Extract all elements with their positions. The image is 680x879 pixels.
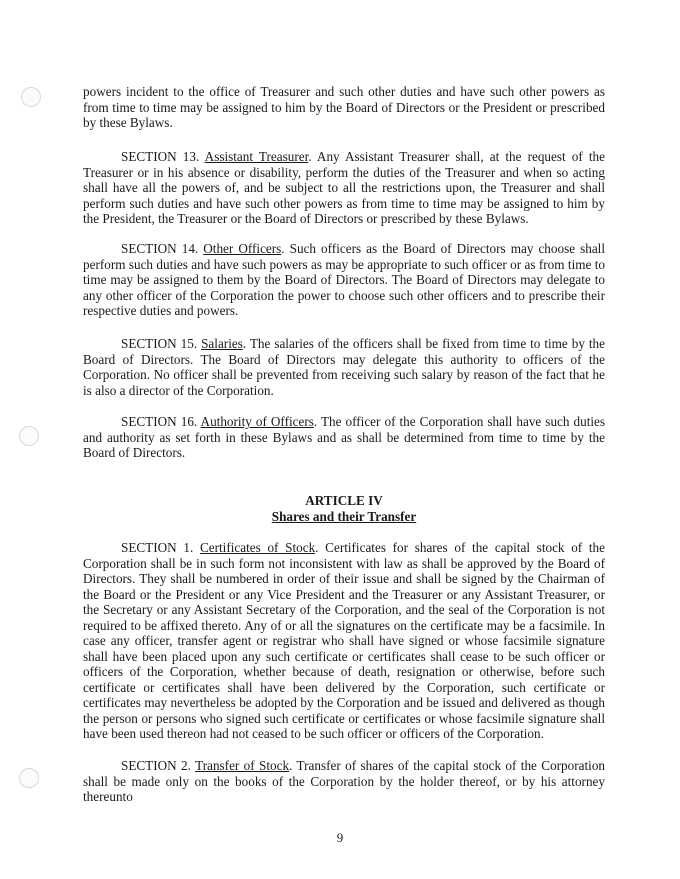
section-text: Such officers as the Board of Directors may choose shall perform such duties and have such powers as may be appropriate to such officer or as from time to time may be assigned to them by the Board of Directors. The Board of Directors may delegate to any other officer of the Corporation the power to choose such other officers and to prescribe their respective duties and powers.	[83, 241, 606, 318]
section-text: The officer of the Corporation shall have such duties and authority as set forth in these Bylaws and as shall be determined from time to time by the Board of Directors.	[83, 414, 606, 460]
article-section-1: SECTION 1. Certificates of Stock. Certificates for shares of the capital stock of the Corporation shall be in such form not inconsistent with law as shall be approved by the Board of Directors. They shall be numbered in order of their issue and shall be signed by the Chairman of the Board or the President or any Vice President and the Treasurer or any Assistant Treasurer, or the Secretary or any Assistant Secretary of the Corporation, and the seal of the Corporation is not required to be affixed thereto. Any of or all the signatures on the certificate may be a facsimile. In case any officer, transfer agent or registrar who shall have signed or whose facsimile signature shall have been placed upon any such certificate or certificates shall cease to be such officer or officers of the Corporation, whether because of death, resignation or otherwise, before such certificate or certificates shall have been delivered by the Corporation, such certificate or certificates may nevertheless be adopted by the Corporation and be issued and delivered as though the person or persons who signed such certificate or certificates or whose facsimile signature shall have been used thereon had not ceased to be such officer or officers of the Corporation.	[83, 540, 606, 741]
section-title: Certificates of Stock	[199, 540, 316, 555]
section-16: SECTION 16. Authority of Officers. The officer of the Corporation shall have such duties and authority as set forth in these Bylaws and as shall be determined from time to time by the Board of Directors.	[83, 414, 606, 460]
section-label: SECTION 13.	[121, 149, 200, 164]
punch-hole-icon	[21, 87, 41, 107]
section-text: Any Assistant Treasurer shall, at the request of the Treasurer or in his absence or disability, perform the duties of the Treasurer and when so acting shall have all the powers of, and be subject to all the restrictions upon, the Treasurer and shall perform such duties and have such other powers as from time to time may be assigned to him by the President, the Treasurer or the Board of Directors or prescribed by these Bylaws.	[83, 149, 605, 226]
section-text: Certificates for shares of the capital stock of the Corporation shall be in such form not inconsistent with law as shall be approved by the Board of Directors. They shall be numbered in order of their issue and shall be signed by the Chairman of the Board or the President or any Vice President and the Treasurer or any Assistant Treasurer, or the Secretary or any Assistant Secretary of the Corporation, and the seal of the Corporation is not required to be affixed thereto. Any of or all the signatures on the certificate may be a facsimile. In case any officer, transfer agent or registrar who shall have signed or whose facsimile signature shall have been placed upon any such certificate or certificates shall cease to be such officer or officers of the Corporation, whether because of death, resignation or otherwise, before such certificate or certificates shall have been delivered by the Corporation, such certificate or certificates may nevertheless be adopted by the Corporation and be issued and delivered as though the person or persons who signed such certificate or certificates or whose facsimile signature shall have been used thereon had not ceased to be such officer or officers of the Corporation.	[83, 540, 606, 741]
section-15: SECTION 15. Salaries. The salaries of the officers shall be fixed from time to time by the Board of Directors. The Board of Directors may delegate this authority to officers of the Corporation. No officer shall be prevented from receiving such salary by reason of the fact that he is also a director of the Corporation.	[83, 336, 605, 398]
punch-hole-icon	[19, 768, 39, 788]
page-number: 9	[336, 830, 344, 845]
section-label: SECTION 2.	[121, 758, 191, 773]
paragraph-treasurer-continued: powers incident to the office of Treasurer and such other duties and have such other powers as from time to time may be assigned to him by the Board of Directors or the President or prescribed by these Bylaws.	[83, 84, 605, 130]
section-13: SECTION 13. Assistant Treasurer. Any Assistant Treasurer shall, at the request of the Treasurer or in his absence or disability, perform the duties of the Treasurer and when so acting shall have all the powers of, and be subject to all the restrictions upon, the Treasurer and shall perform such duties and have such other powers as from time to time may be assigned to him by the President, the Treasurer or the Board of Directors or prescribed by these Bylaws.	[83, 149, 605, 226]
section-label: SECTION 15.	[121, 336, 198, 351]
section-text: The salaries of the officers shall be fixed from time to time by the Board of Directors. The Board of Directors may delegate this authority to officers of the Corporation. No officer shall be prevented from receiving such salary by reason of the fact that he is also a director of the Corporation.	[83, 336, 605, 398]
section-title: Authority of Officers	[200, 414, 314, 429]
section-text: Transfer of shares of the capital stock of the Corporation shall be made only on the books of the Corporation by the holder thereof, or by his attorney thereunto	[83, 758, 606, 804]
section-label: SECTION 16.	[121, 414, 198, 429]
article-section-2: SECTION 2. Transfer of Stock. Transfer of shares of the capital stock of the Corporation shall be made only on the books of the Corporation by the holder thereof, or by his attorney thereunto	[83, 758, 606, 804]
article-heading	[83, 493, 605, 524]
section-label: SECTION 1.	[121, 540, 194, 555]
section-title: Salaries	[201, 336, 243, 351]
article-subtitle: Shares and their Transfer	[271, 508, 417, 524]
article-title: ARTICLE IV	[305, 493, 383, 508]
section-title: Transfer of Stock	[195, 758, 290, 773]
section-title: Assistant Treasurer	[204, 149, 309, 164]
punch-hole-icon	[19, 426, 39, 446]
section-label: SECTION 14.	[121, 241, 199, 256]
section-title: Other Officers	[203, 241, 282, 256]
section-14: SECTION 14. Other Officers. Such officers as the Board of Directors may choose shall perform such duties and have such powers as may be appropriate to such officer or as from time to time may be assigned to them by the Board of Directors. The Board of Directors may delegate to any other officer of the Corporation the power to choose such other officers and to prescribe their respective duties and powers.	[83, 241, 606, 318]
